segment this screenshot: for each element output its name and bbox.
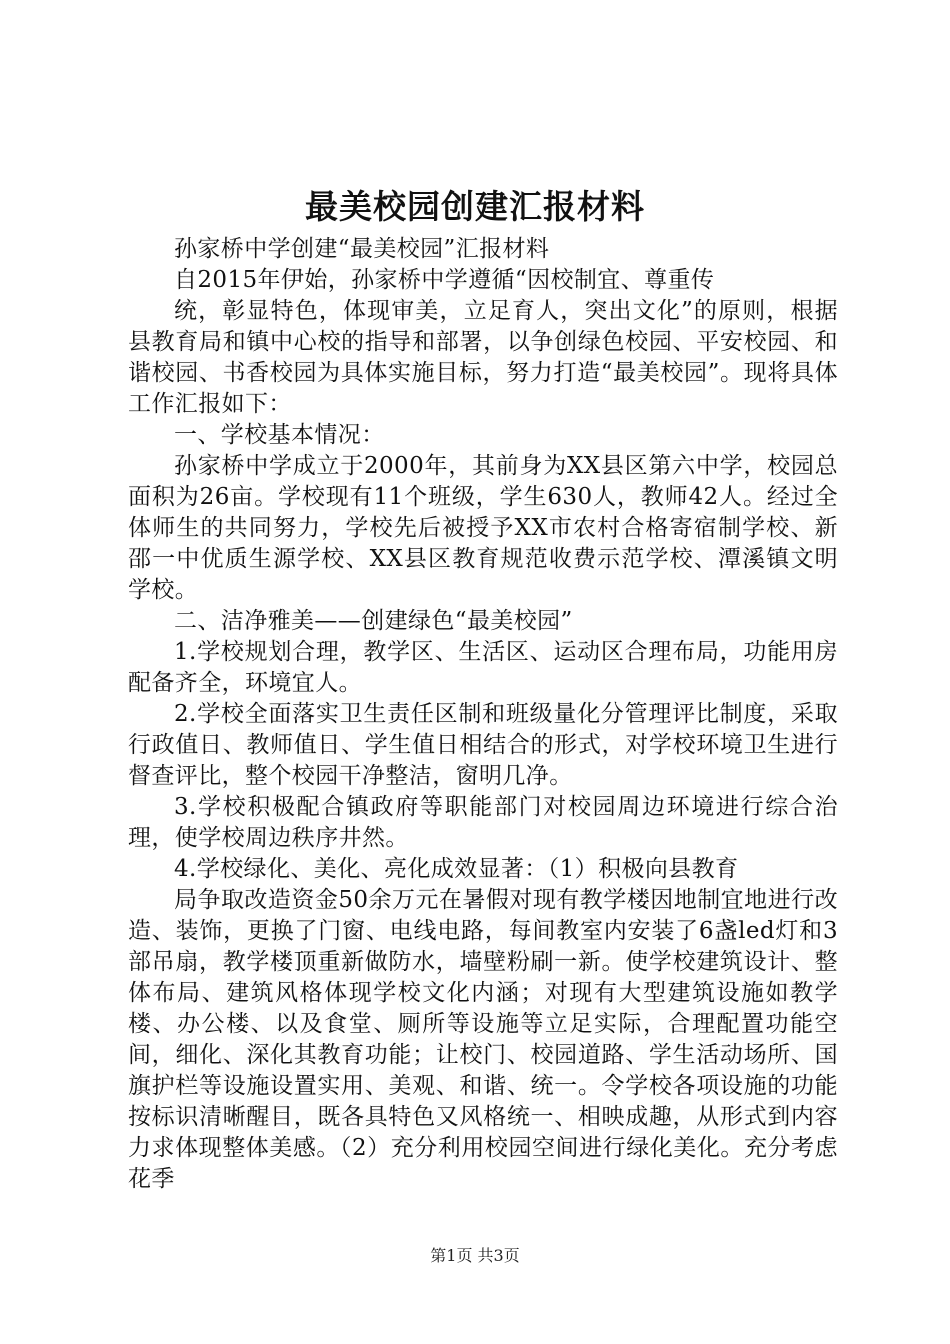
document-title: 最美校园创建汇报材料 [305, 187, 645, 226]
paragraph-subtitle: 孙家桥中学创建“最美校园”汇报材料 [174, 236, 550, 262]
list-item-1: 1.学校规划合理，教学区、生活区、运动区合理布局，功能用房配备齐全，环境宜人。 [128, 639, 838, 696]
list-item-4-line: 4.学校绿化、美化、亮化成效显著：（1）积极向县教育 [174, 856, 739, 882]
section-heading-green-campus: 二、洁净雅美——创建绿色“最美校园” [174, 608, 573, 634]
section-heading-basic-info: 一、学校基本情况： [174, 422, 385, 448]
page-number: 第1页 共3页 [430, 1246, 520, 1265]
document-body [128, 234, 838, 1195]
list-item-4-body: 局争取改造资金50余万元在暑假对现有教学楼因地制宜地进行改造、装饰，更换了门窗、电线电路，每间教室内安装了6盏led灯和3部吊扇，教学楼顶重新做防水，墙壁粉刷一新。使学校建筑设计、整体布局、建筑风格体现学校文化内涵；对现有大型建筑设施如教学楼、办公楼、以及食堂、厕所等设施等立足实际，合理配置功能空间，细化、深化其教育功能；让校门、校园道路、学生活动场所、国旗护栏等设施设置实用、美观、和谐、统一。令学校各项设施的功能按标识清晰醒目，既各具特色又风格统一、相映成趣，从形式到内容力求体现整体美感。（2）充分利用校园空间进行绿化美化。充分考虑花季 [128, 887, 838, 1192]
paragraph-intro-line: 自2015年伊始，孙家桥中学遵循“因校制宜、尊重传 [174, 267, 715, 293]
list-item-3: 3.学校积极配合镇政府等职能部门对校园周边环境进行综合治理，使学校周边秩序井然。 [128, 794, 838, 851]
paragraph-basic-info: 孙家桥中学成立于2000年，其前身为XX县区第六中学，校园总面积为26亩。学校现有11个班级，学生630人，教师42人。经过全体师生的共同努力，学校先后被授予XX市农村合格寄宿制学校、新邵一中优质生源学校、XX县区教育规范收费示范学校、潭溪镇文明学校。 [128, 453, 838, 603]
paragraph-intro-body: 统，彰显特色，体现审美，立足育人，突出文化”的原则，根据县教育局和镇中心校的指导和部署，以争创绿色校园、平安校园、和谐校园、书香校园为具体实施目标，努力打造“最美校园”。现将具体工作汇报如下： [128, 298, 838, 417]
list-item-2: 2.学校全面落实卫生责任区制和班级量化分管理评比制度，采取行政值日、教师值日、学生值日相结合的形式，对学校环境卫生进行督查评比，整个校园干净整洁，窗明几净。 [128, 701, 838, 789]
